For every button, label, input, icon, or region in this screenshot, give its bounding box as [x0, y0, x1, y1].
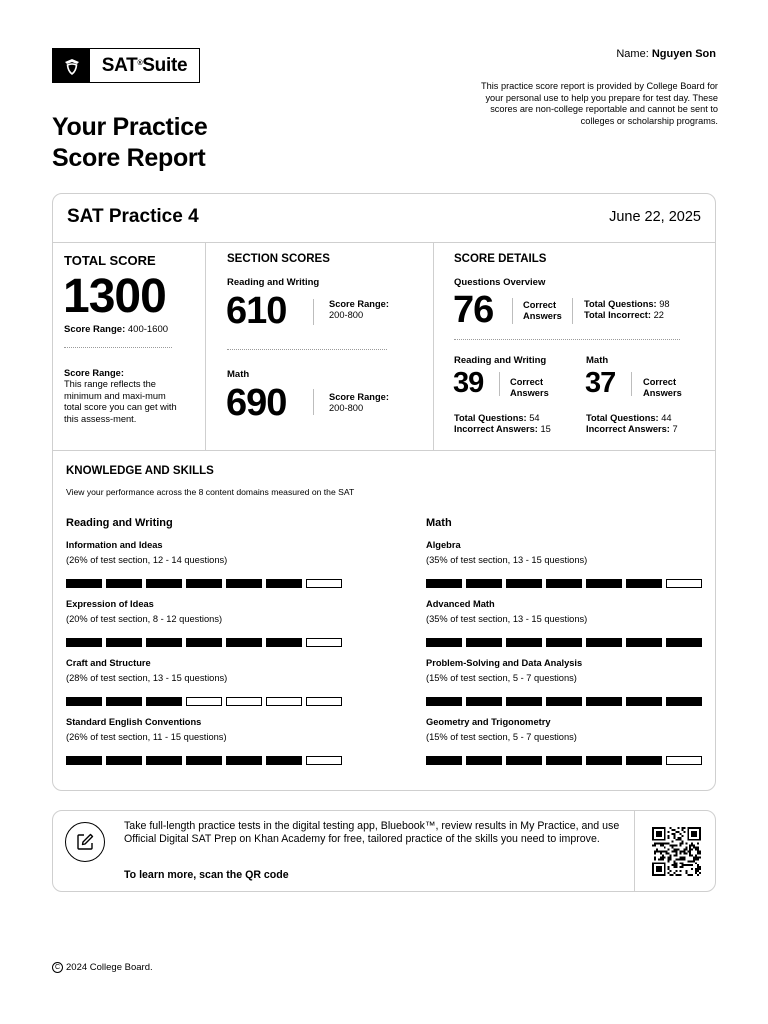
- rw-section-name: Reading and Writing: [227, 277, 320, 288]
- rw-totals: Total Questions: 54 Incorrect Answers: 15: [454, 413, 551, 435]
- separator: [572, 298, 573, 324]
- bar-segment-empty: [666, 579, 702, 588]
- math-correct-label: Correct Answers: [643, 377, 682, 399]
- bar-segment-filled: [666, 697, 702, 706]
- math-section-score: 690: [226, 382, 287, 424]
- scores-row: [53, 243, 715, 451]
- bar-segment-filled: [106, 638, 142, 647]
- total-score-label: TOTAL SCORE: [64, 253, 156, 268]
- column-divider: [433, 243, 434, 450]
- practice-tip-card: [52, 810, 716, 892]
- bar-segment-filled: [66, 756, 102, 765]
- rw-score-range: Score Range: 200-800: [329, 299, 389, 321]
- ks-domain-name: Information and Ideas: [66, 540, 163, 550]
- ks-performance-bar: [66, 697, 342, 706]
- bar-segment-filled: [226, 579, 262, 588]
- section-scores-label: SECTION SCORES: [227, 253, 330, 265]
- bar-segment-filled: [66, 638, 102, 647]
- bar-segment-filled: [546, 697, 582, 706]
- bar-segment-filled: [626, 756, 662, 765]
- ks-domain-description: (28% of test section, 13 - 15 questions): [66, 673, 228, 683]
- total-score-value: 1300: [63, 270, 166, 323]
- divider-dotted: [227, 349, 387, 350]
- separator: [512, 298, 513, 324]
- bar-segment-filled: [146, 697, 182, 706]
- logo-wordmark: SAT ® Suite: [101, 54, 188, 76]
- acorn-shield-icon: [53, 49, 90, 82]
- bar-segment-filled: [266, 638, 302, 647]
- bar-segment-filled: [426, 697, 462, 706]
- bar-segment-filled: [66, 697, 102, 706]
- score-details-label: SCORE DETAILS: [454, 253, 547, 265]
- page-title: Your Practice Score Report: [52, 113, 208, 172]
- bar-segment-filled: [626, 638, 662, 647]
- ks-domain-name: Geometry and Trigonometry: [426, 717, 551, 727]
- questions-overview-label: Questions Overview: [454, 277, 546, 288]
- ks-performance-bar: [66, 579, 342, 588]
- bar-segment-empty: [306, 697, 342, 706]
- ks-domain-description: (15% of test section, 5 - 7 questions): [426, 732, 577, 742]
- rw-correct-count: 39: [453, 367, 484, 399]
- bar-segment-empty: [306, 756, 342, 765]
- ks-performance-bar: [426, 756, 702, 765]
- bar-segment-filled: [586, 697, 622, 706]
- ks-domain-description: (26% of test section, 11 - 15 questions): [66, 732, 227, 742]
- ks-performance-bar: [426, 697, 702, 706]
- ks-domain-name: Craft and Structure: [66, 658, 151, 668]
- ks-domain-description: (26% of test section, 12 - 14 questions): [66, 555, 228, 565]
- ks-domain-description: (20% of test section, 8 - 12 questions): [66, 614, 223, 624]
- correct-answers-label: Correct Answers: [523, 300, 562, 322]
- ks-domain-description: (15% of test section, 5 - 7 questions): [426, 673, 577, 683]
- ks-domain-name: Algebra: [426, 540, 461, 550]
- bar-segment-empty: [306, 579, 342, 588]
- bar-segment-filled: [426, 638, 462, 647]
- copyright-icon: C: [52, 962, 63, 973]
- divider-dotted: [64, 347, 172, 348]
- bar-segment-filled: [506, 697, 542, 706]
- bar-segment-filled: [146, 579, 182, 588]
- ks-domain-name: Problem-Solving and Data Analysis: [426, 658, 583, 668]
- ks-performance-bar: [426, 638, 702, 647]
- knowledge-skills-title: KNOWLEDGE AND SKILLS: [66, 465, 214, 477]
- bar-segment-filled: [186, 756, 222, 765]
- bar-segment-filled: [226, 638, 262, 647]
- qr-call-to-action: To learn more, scan the QR code: [124, 869, 289, 881]
- qr-code[interactable]: [652, 827, 701, 876]
- bar-segment-filled: [626, 697, 662, 706]
- bar-segment-filled: [546, 579, 582, 588]
- bar-segment-filled: [146, 638, 182, 647]
- separator: [631, 372, 632, 396]
- ks-column-title: Reading and Writing: [66, 517, 173, 529]
- bar-segment-filled: [426, 579, 462, 588]
- footer-divider: [634, 811, 635, 891]
- bar-segment-filled: [506, 638, 542, 647]
- score-report-card: [52, 193, 716, 791]
- math-details-name: Math: [586, 355, 609, 366]
- bar-segment-filled: [506, 756, 542, 765]
- bar-segment-filled: [546, 756, 582, 765]
- ks-domain-name: Standard English Conventions: [66, 717, 202, 727]
- bar-segment-filled: [186, 638, 222, 647]
- bar-segment-filled: [466, 579, 502, 588]
- bar-segment-filled: [186, 579, 222, 588]
- bar-segment-filled: [586, 579, 622, 588]
- overall-correct-count: 76: [453, 289, 494, 331]
- sat-suite-logo: [52, 48, 200, 83]
- separator: [499, 372, 500, 396]
- ks-performance-bar: [66, 756, 342, 765]
- ks-column-title: Math: [426, 517, 452, 529]
- practice-test-title: SAT Practice 4: [67, 206, 199, 227]
- bar-segment-filled: [266, 756, 302, 765]
- totals-overview: Total Questions: 98 Total Incorrect: 22: [584, 299, 670, 321]
- ks-domain-name: Expression of Ideas: [66, 599, 154, 609]
- bar-segment-filled: [146, 756, 182, 765]
- ks-performance-bar: [66, 638, 342, 647]
- ks-domain-description: (35% of test section, 13 - 15 questions): [426, 555, 588, 565]
- ks-performance-bar: [426, 579, 702, 588]
- math-correct-count: 37: [585, 367, 616, 399]
- disclaimer-text: This practice score report is provided by College Board for your personal use to help you prepare for test day. These scores are non-college reportable and cannot be sent to colleges or scholarship programs.: [481, 81, 718, 126]
- rw-correct-label: Correct Answers: [510, 377, 549, 399]
- rw-section-score: 610: [226, 290, 287, 332]
- bar-segment-empty: [186, 697, 222, 706]
- bar-segment-filled: [106, 579, 142, 588]
- separator: [313, 389, 314, 415]
- bar-segment-filled: [426, 756, 462, 765]
- card-header: [53, 194, 715, 243]
- math-section-name: Math: [227, 369, 250, 380]
- test-date: June 22, 2025: [609, 209, 701, 225]
- separator: [313, 299, 314, 325]
- divider-dotted: [454, 339, 680, 340]
- bar-segment-filled: [626, 579, 662, 588]
- bar-segment-filled: [546, 638, 582, 647]
- knowledge-skills-subtitle: View your performance across the 8 content domains measured on the SAT: [66, 487, 355, 497]
- bar-segment-filled: [506, 579, 542, 588]
- bar-segment-filled: [466, 756, 502, 765]
- ks-domain-name: Advanced Math: [426, 599, 495, 609]
- copyright: C 2024 College Board.: [52, 962, 153, 973]
- student-name: Name: Nguyen Son: [616, 48, 716, 60]
- bar-segment-filled: [466, 638, 502, 647]
- bar-segment-filled: [466, 697, 502, 706]
- bar-segment-filled: [586, 638, 622, 647]
- math-score-range: Score Range: 200-800: [329, 392, 389, 414]
- pencil-square-icon: [65, 822, 105, 862]
- bar-segment-filled: [586, 756, 622, 765]
- rw-details-name: Reading and Writing: [454, 355, 547, 366]
- total-score-range: Score Range: 400-1600: [64, 324, 169, 335]
- bar-segment-filled: [226, 756, 262, 765]
- math-totals: Total Questions: 44 Incorrect Answers: 7: [586, 413, 678, 435]
- bar-segment-filled: [106, 697, 142, 706]
- bar-segment-filled: [66, 579, 102, 588]
- practice-tip-text: Take full-length practice tests in the digital testing app, Bluebook™, review results in My Practice, and use Official Digital SAT Prep on Khan Academy for free, tailored practice of the skills you need to improve.: [124, 820, 620, 845]
- column-divider: [205, 243, 206, 450]
- bar-segment-empty: [306, 638, 342, 647]
- bar-segment-empty: [666, 756, 702, 765]
- bar-segment-filled: [106, 756, 142, 765]
- bar-segment-filled: [666, 638, 702, 647]
- ks-domain-description: (35% of test section, 13 - 15 questions): [426, 614, 588, 624]
- score-range-note: Score Range: This range reflects the minimum and maxi-mum total score you can get with this assess-ment.: [64, 368, 177, 424]
- bar-segment-empty: [226, 697, 262, 706]
- bar-segment-filled: [266, 579, 302, 588]
- bar-segment-empty: [266, 697, 302, 706]
